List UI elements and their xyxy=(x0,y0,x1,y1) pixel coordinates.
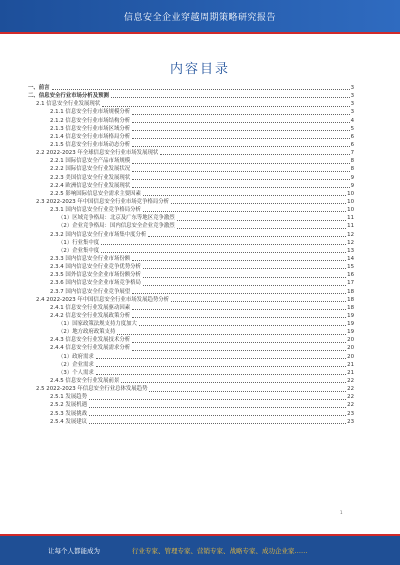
toc-entry[interactable] xyxy=(28,165,354,173)
toc-heading: 内容目录 xyxy=(169,62,230,77)
toc-leader-dots xyxy=(143,268,346,269)
toc-entry-page: 22 xyxy=(347,378,354,385)
toc-entry-label: （1）政府需求 xyxy=(58,353,94,360)
toc-entry-page: 15 xyxy=(347,264,354,271)
toc-leader-dots xyxy=(171,301,346,302)
toc-entry-label: 2.5.4 发展建议 xyxy=(50,418,87,425)
toc-leader-dots xyxy=(96,358,346,359)
toc-entry-page: 20 xyxy=(347,345,354,352)
footer-slogan: 让每个人都能成为 xyxy=(48,547,100,555)
toc-leader-dots xyxy=(132,146,349,147)
toc-entry-page: 10 xyxy=(347,198,354,205)
toc-entry[interactable] xyxy=(28,206,354,214)
toc-entry[interactable] xyxy=(28,92,354,100)
toc-entry-label: （3）个人需求 xyxy=(58,369,94,376)
toc-leader-dots xyxy=(132,293,346,294)
toc-entry-label: 2.1.3 信息安全行业市场区域分析 xyxy=(50,125,131,132)
toc-leader-dots xyxy=(132,309,346,310)
footer-divider xyxy=(0,534,400,536)
toc-entry-page: 19 xyxy=(347,329,354,336)
toc-entry-page: 5 xyxy=(350,125,354,132)
toc-leader-dots xyxy=(132,122,349,123)
toc-entry-page: 18 xyxy=(347,304,354,311)
toc-entry-page: 6 xyxy=(350,133,354,140)
toc-entry-page: 11 xyxy=(347,215,354,222)
toc-leader-dots xyxy=(132,342,346,343)
toc-entry[interactable] xyxy=(28,174,354,182)
toc-entry[interactable] xyxy=(28,385,354,393)
toc-entry[interactable] xyxy=(28,84,354,92)
toc-leader-dots xyxy=(101,252,346,253)
toc-entry-page: 13 xyxy=(347,247,354,254)
toc-entry-page: 3 xyxy=(350,109,354,116)
report-footer xyxy=(0,534,400,565)
toc-entry[interactable] xyxy=(28,222,354,230)
toc-entry-label: 2.1.1 信息安全行业市场规模分析 xyxy=(50,109,131,116)
toc-entry[interactable] xyxy=(28,255,354,263)
toc-entry-label: 2.5.3 发展挑战 xyxy=(50,410,87,417)
toc-leader-dots xyxy=(89,407,346,408)
toc-entry-page: 21 xyxy=(347,369,354,376)
toc-entry-label: 2.2.1 国际信息安全产品市场规模 xyxy=(50,158,131,165)
toc-entry-label: 2.4.5 信息安全行业发展前景 xyxy=(50,378,120,385)
toc-entry-page: 11 xyxy=(347,223,354,230)
toc-entry[interactable] xyxy=(28,231,354,239)
toc-entry-page: 10 xyxy=(347,190,354,197)
toc-entry-page: 20 xyxy=(347,353,354,360)
toc-entry-page: 23 xyxy=(347,418,354,425)
toc-entry-label: 2.4.2 信息安全行业发展政策分析 xyxy=(50,312,131,319)
toc-leader-dots xyxy=(160,154,349,155)
toc-entry-label: （2）地方政府政策支持 xyxy=(58,329,116,336)
toc-entry-label: 2.2 2022-2023 年全球信息安全行业市场发展现状 xyxy=(36,150,159,157)
toc-entry-label: 2.1.4 信息安全行业市场格局分析 xyxy=(50,133,131,140)
toc-leader-dots xyxy=(89,399,346,400)
toc-entry[interactable] xyxy=(28,198,354,206)
page-number: 1 xyxy=(340,510,343,515)
toc-entry[interactable] xyxy=(28,410,354,418)
toc-entry-label: （1）行业集中度 xyxy=(58,239,100,246)
toc-entry-label: （2）企业集中度 xyxy=(58,247,100,254)
toc-entry[interactable] xyxy=(28,214,354,222)
toc-entry-label: 二、信息安全行业市场分析及预测 xyxy=(28,93,109,100)
report-header xyxy=(0,0,400,34)
toc-leader-dots xyxy=(143,211,346,212)
toc-entry-page: 22 xyxy=(347,394,354,401)
toc-leader-dots xyxy=(143,277,346,278)
toc-entry[interactable] xyxy=(28,296,354,304)
toc-entry-label: 2.4.4 信息安全行业发展需求分析 xyxy=(50,345,131,352)
toc-entry-label: （1）国家政策法规支持力度加大 xyxy=(58,321,137,328)
toc-entry[interactable] xyxy=(28,377,354,385)
toc-entry-label: 2.3.4 国内信息安全行业竞争优势分析 xyxy=(50,264,141,271)
toc-leader-dots xyxy=(177,228,347,229)
toc-entry-page: 19 xyxy=(347,312,354,319)
toc-leader-dots xyxy=(132,317,346,318)
toc-entry-page: 20 xyxy=(347,337,354,344)
toc-leader-dots xyxy=(101,244,346,245)
toc-entry-page: 9 xyxy=(350,174,354,181)
toc-entry-label: 2.1 信息安全行业发展现状 xyxy=(36,101,101,108)
toc-entry[interactable] xyxy=(28,125,354,133)
footer-roles: 行业专家、管理专家、营销专家、战略专家、成功企业家…… xyxy=(132,547,308,555)
toc-entry-label: 2.1.2 信息安全行业市场结构分析 xyxy=(50,117,131,124)
toc-entry-label: 2.3.5 国外信息安全企业市场份额分析 xyxy=(50,272,141,279)
toc-entry-page: 3 xyxy=(350,101,354,108)
toc-entry-label: 2.5 2022-2023 年信息安全行业总体发展趋势 xyxy=(36,386,148,393)
toc-entry[interactable] xyxy=(28,320,354,328)
toc-entry[interactable] xyxy=(28,393,354,401)
toc-entry-label: 2.2.5 影响国际信息安全需求主要因素 xyxy=(50,190,141,197)
toc-entry[interactable] xyxy=(28,108,354,116)
toc-leader-dots xyxy=(132,138,349,139)
toc-entry[interactable] xyxy=(28,401,354,409)
toc-entry-label: 2.5.1 发展趋势 xyxy=(50,394,87,401)
toc-entry[interactable] xyxy=(28,271,354,279)
toc-entry[interactable] xyxy=(28,100,354,108)
toc-entry-page: 6 xyxy=(350,141,354,148)
toc-entry-page: 19 xyxy=(347,321,354,328)
toc-leader-dots xyxy=(96,374,346,375)
toc-entry-label: 2.4 2022-2023 年中国信息安全行业市场发展趋势分析 xyxy=(36,296,170,303)
toc-entry-page: 18 xyxy=(347,296,354,303)
toc-entry-page: 18 xyxy=(347,288,354,295)
toc-entry-page: 21 xyxy=(347,361,354,368)
toc-entry[interactable] xyxy=(28,247,354,255)
table-of-contents xyxy=(28,84,354,426)
toc-leader-dots xyxy=(132,171,349,172)
toc-leader-dots xyxy=(143,195,346,196)
toc-entry[interactable] xyxy=(28,190,354,198)
toc-leader-dots xyxy=(132,260,346,261)
toc-entry-label: 2.3.3 国内信息安全行业市场份额 xyxy=(50,255,131,262)
toc-entry-label: 2.3 2022-2023 年中国信息安全行业市场竞争格局分析 xyxy=(36,198,170,205)
toc-entry-page: 23 xyxy=(347,410,354,417)
toc-entry[interactable] xyxy=(28,361,354,369)
toc-entry-label: （2）企业竞争格局：国内信息安全企业竞争激烈 xyxy=(58,223,175,230)
toc-leader-dots xyxy=(132,114,349,115)
toc-leader-dots xyxy=(132,187,349,188)
toc-leader-dots xyxy=(96,366,346,367)
toc-entry-label: 一、前言 xyxy=(28,84,50,91)
toc-entry-label: 2.4.3 信息安全行业发展技术分析 xyxy=(50,337,131,344)
toc-leader-dots xyxy=(117,334,346,335)
toc-entry-page: 22 xyxy=(347,402,354,409)
toc-leader-dots xyxy=(143,285,346,286)
toc-leader-dots xyxy=(111,97,350,98)
toc-leader-dots xyxy=(139,325,346,326)
toc-entry-label: 2.4.1 信息安全行业发展驱动因素 xyxy=(50,304,131,311)
toc-leader-dots xyxy=(89,423,346,424)
toc-entry[interactable] xyxy=(28,288,354,296)
toc-entry[interactable] xyxy=(28,141,354,149)
report-title: 信息安全企业穿越周期策略研究报告 xyxy=(123,13,276,23)
toc-entry-label: 2.3.2 国内信息安全行业市场集中度分析 xyxy=(50,231,147,238)
toc-leader-dots xyxy=(177,220,347,221)
toc-entry[interactable] xyxy=(28,117,354,125)
toc-entry[interactable] xyxy=(28,157,354,165)
toc-entry-label: 2.3.6 国内信息安全企业市场竞争格局 xyxy=(50,280,141,287)
toc-entry-page: 8 xyxy=(350,158,354,165)
toc-entry-page: 8 xyxy=(350,166,354,173)
toc-leader-dots xyxy=(132,350,346,351)
toc-entry[interactable] xyxy=(28,279,354,287)
toc-leader-dots xyxy=(52,89,350,90)
toc-entry[interactable] xyxy=(28,239,354,247)
toc-entry[interactable] xyxy=(28,328,354,336)
toc-leader-dots xyxy=(132,163,349,164)
toc-entry-page: 7 xyxy=(350,150,354,157)
toc-entry[interactable] xyxy=(28,369,354,377)
toc-leader-dots xyxy=(171,203,346,204)
toc-entry-label: 2.2.2 国际信息安全行业发展状况 xyxy=(50,166,131,173)
toc-entry-label: 2.2.3 美国信息安全行业发展现状 xyxy=(50,174,131,181)
toc-entry-page: 17 xyxy=(347,280,354,287)
toc-entry[interactable] xyxy=(28,133,354,141)
toc-entry[interactable] xyxy=(28,353,354,361)
toc-entry-page: 4 xyxy=(350,117,354,124)
toc-entry-label: 2.5.2 发展机遇 xyxy=(50,402,87,409)
toc-entry-page: 3 xyxy=(350,84,354,91)
toc-entry-page: 14 xyxy=(347,255,354,262)
header-divider xyxy=(0,32,400,34)
toc-entry-page: 3 xyxy=(350,93,354,100)
toc-leader-dots xyxy=(149,391,346,392)
toc-entry-label: 2.3.7 国内信息安全行业竞争展望 xyxy=(50,288,131,295)
toc-leader-dots xyxy=(132,130,349,131)
toc-leader-dots xyxy=(89,415,346,416)
toc-entry-label: （2）企业需求 xyxy=(58,361,94,368)
toc-entry[interactable] xyxy=(28,263,354,271)
toc-leader-dots xyxy=(132,179,349,180)
toc-entry-page: 12 xyxy=(347,231,354,238)
toc-entry-label: 2.1.5 信息安全行业市场动态分析 xyxy=(50,141,131,148)
toc-entry[interactable] xyxy=(28,182,354,190)
toc-entry-label: 2.2.4 欧洲信息安全行业发展现状 xyxy=(50,182,131,189)
toc-entry[interactable] xyxy=(28,149,354,157)
toc-entry-page: 16 xyxy=(347,272,354,279)
toc-entry-label: 2.3.1 国内信息安全行业竞争格局分析 xyxy=(50,207,141,214)
toc-entry-page: 12 xyxy=(347,239,354,246)
toc-entry[interactable] xyxy=(28,418,354,426)
toc-entry[interactable] xyxy=(28,312,354,320)
toc-entry-label: （1）区域竞争格局：北京及广东等地区竞争激烈 xyxy=(58,215,175,222)
toc-entry-page: 22 xyxy=(347,386,354,393)
toc-entry[interactable] xyxy=(28,336,354,344)
toc-leader-dots xyxy=(148,236,346,237)
toc-entry-page: 10 xyxy=(347,207,354,214)
toc-entry-page: 9 xyxy=(350,182,354,189)
toc-entry[interactable] xyxy=(28,345,354,353)
toc-leader-dots xyxy=(121,382,346,383)
toc-entry[interactable] xyxy=(28,304,354,312)
toc-leader-dots xyxy=(102,106,349,107)
